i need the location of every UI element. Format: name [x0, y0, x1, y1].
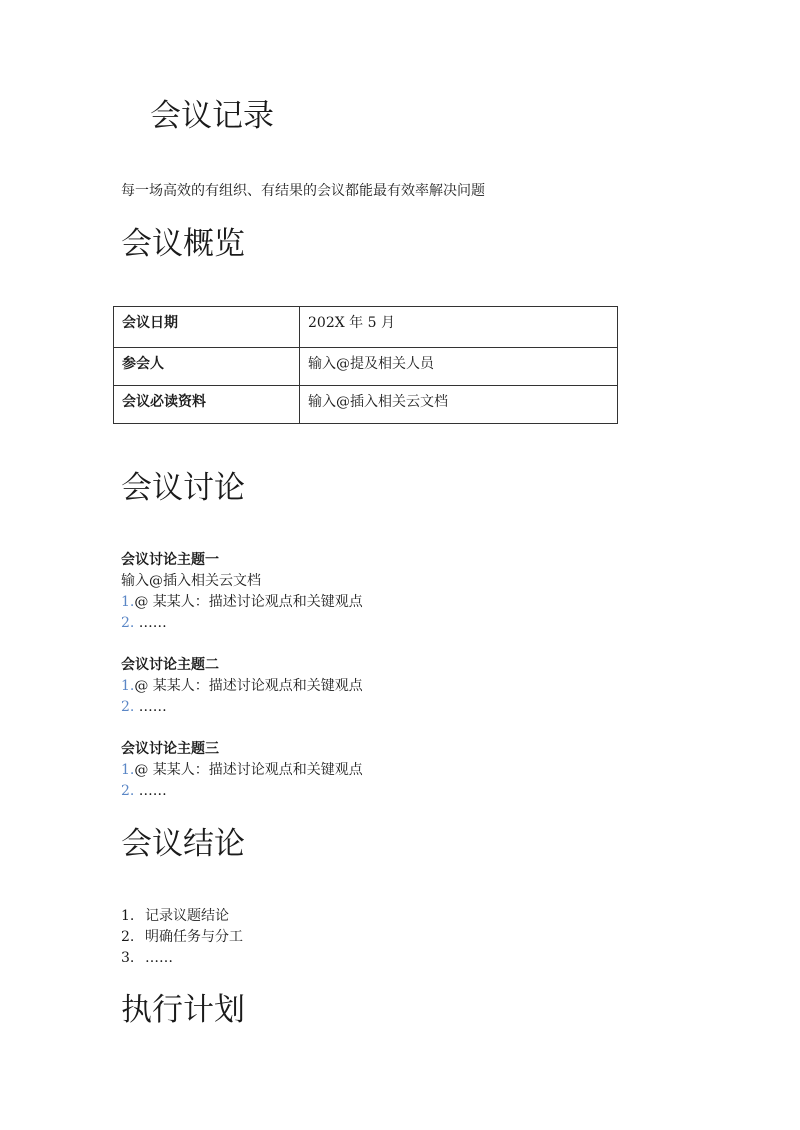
list-item [121, 592, 363, 613]
list-item [121, 948, 243, 969]
required-reading-value[interactable]: 输入@插入相关云文档 [300, 386, 618, 424]
discussion-topic-1 [121, 550, 363, 634]
discussion-topic-2 [121, 655, 363, 718]
list-number: 1. [121, 678, 135, 694]
list-item-text: …… [134, 615, 167, 631]
document-subtitle: 每一场高效的有组织、有结果的会议都能最有效率解决问题 [121, 183, 485, 199]
attendees-label: 参会人 [114, 348, 300, 386]
topic-title: 会议讨论主题三 [121, 741, 219, 757]
list-item [121, 676, 363, 697]
topic-title: 会议讨论主题二 [121, 657, 219, 673]
list-number: 2. [121, 615, 135, 631]
conclusion-list [121, 906, 243, 969]
document-title: 会议记录 [150, 98, 274, 134]
list-number: 2. [121, 699, 135, 715]
conclusion-heading: 会议结论 [121, 826, 245, 862]
discussion-topic-3 [121, 739, 363, 802]
list-item [121, 927, 243, 948]
plan-heading: 执行计划 [121, 992, 245, 1028]
discussion-heading: 会议讨论 [121, 470, 245, 506]
list-item [121, 613, 363, 634]
overview-heading: 会议概览 [121, 226, 245, 262]
list-item-text: @ 某某人：描述讨论观点和关键观点 [134, 678, 363, 694]
list-item [121, 760, 363, 781]
meeting-date-value[interactable]: 202X 年 5 月 [300, 307, 618, 348]
topic-title: 会议讨论主题一 [121, 552, 219, 568]
list-item [121, 906, 243, 927]
list-item-text: 记录议题结论 [145, 908, 229, 924]
list-item-text: …… [145, 950, 173, 966]
overview-table [113, 306, 618, 424]
list-item-text: …… [134, 699, 167, 715]
list-item [121, 697, 363, 718]
list-number: 3. [121, 950, 135, 966]
list-item-text: @ 某某人：描述讨论观点和关键观点 [134, 594, 363, 610]
meeting-date-label: 会议日期 [114, 307, 300, 348]
list-item [121, 781, 363, 802]
attendees-value[interactable]: 输入@提及相关人员 [300, 348, 618, 386]
list-item-text: 明确任务与分工 [145, 929, 243, 945]
list-item-text: @ 某某人：描述讨论观点和关键观点 [134, 762, 363, 778]
list-number: 1. [121, 908, 135, 924]
table-row [114, 348, 618, 386]
list-item-text: …… [134, 783, 167, 799]
list-number: 1. [121, 594, 135, 610]
table-row [114, 307, 618, 348]
list-number: 2. [121, 783, 135, 799]
required-reading-label: 会议必读资料 [114, 386, 300, 424]
list-number: 1. [121, 762, 135, 778]
list-number: 2. [121, 929, 135, 945]
topic-note[interactable]: 输入@插入相关云文档 [121, 573, 261, 589]
table-row [114, 386, 618, 424]
